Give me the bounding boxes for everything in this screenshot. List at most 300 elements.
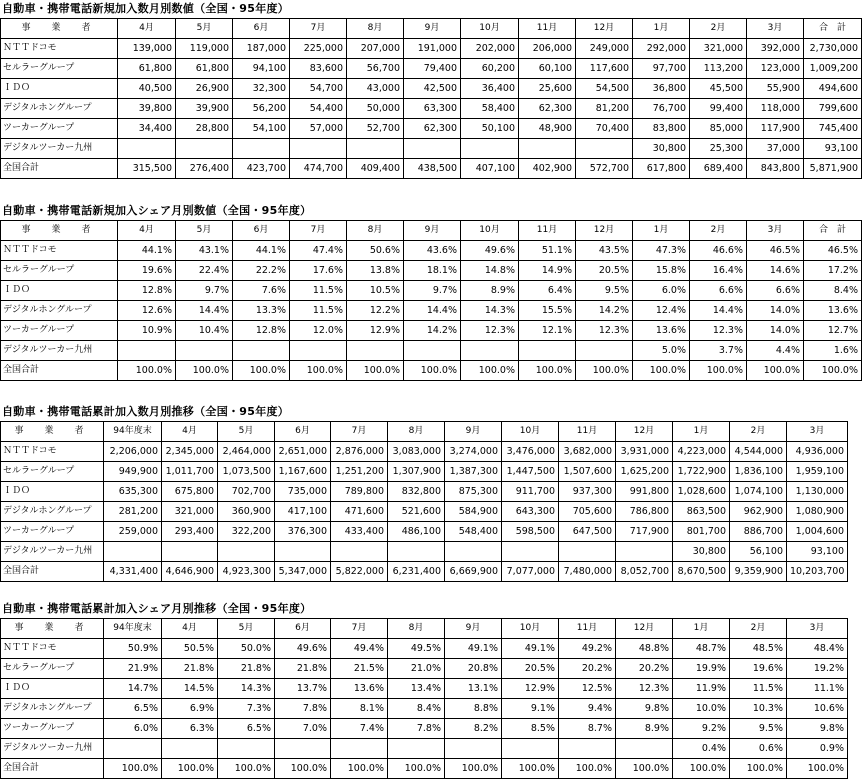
carrier-name: ＩＤＯ <box>1 79 118 99</box>
table-cell: 1,009,200 <box>804 59 862 79</box>
table-cell: 911,700 <box>502 482 559 502</box>
carrier-name: ＩＤＯ <box>1 281 118 301</box>
table-cell: 12.0% <box>290 321 347 341</box>
column-header: 9月 <box>404 19 461 39</box>
table-cell: 42,500 <box>404 79 461 99</box>
table-cell: 61,800 <box>118 59 176 79</box>
table-cell <box>616 542 673 562</box>
table-cell: 13.7% <box>275 679 331 699</box>
table-cell: 360,900 <box>218 502 275 522</box>
column-header: 4月 <box>162 619 218 639</box>
column-header: 3月 <box>787 422 848 442</box>
table-cell: 281,200 <box>104 502 162 522</box>
table-cell <box>233 341 290 361</box>
table-row <box>1 79 862 99</box>
column-header: 7月 <box>331 422 388 442</box>
table-row <box>1 542 848 562</box>
table-cell: 293,400 <box>162 522 218 542</box>
table-cell: 21.5% <box>331 659 388 679</box>
column-header: 11月 <box>559 619 616 639</box>
table-cell: 54,400 <box>290 99 347 119</box>
table-cell: 100.0% <box>233 361 290 381</box>
table-cell: 4,936,000 <box>787 442 848 462</box>
column-header: 5月 <box>176 221 233 241</box>
table-cell <box>275 542 331 562</box>
table-cell: 100.0% <box>787 759 848 779</box>
table-cell: 11.1% <box>787 679 848 699</box>
table-cell: 46.5% <box>804 241 862 261</box>
table-cell: 7,077,000 <box>502 562 559 582</box>
table-cell: 392,000 <box>747 39 804 59</box>
table-cell: 46.6% <box>690 241 747 261</box>
table-cell: 8.7% <box>559 719 616 739</box>
table-cell: 9.5% <box>576 281 633 301</box>
table-row <box>1 639 848 659</box>
table-cell: 12.1% <box>519 321 576 341</box>
column-header: 3月 <box>747 19 804 39</box>
table-cell: 801,700 <box>673 522 730 542</box>
table-title: 自動車・携帯電話累計加入数月別推移（全国・95年度） <box>2 405 290 418</box>
table-row <box>1 301 862 321</box>
table-row <box>1 59 862 79</box>
table-cell: 2,730,000 <box>804 39 862 59</box>
column-header: 8月 <box>388 422 445 442</box>
table-cell: 4,223,000 <box>673 442 730 462</box>
table-cell: 1,028,600 <box>673 482 730 502</box>
table-cell: 8,670,500 <box>673 562 730 582</box>
table-cell: 57,000 <box>290 119 347 139</box>
table-cell: 2,651,000 <box>275 442 331 462</box>
table-cell: 409,400 <box>347 159 404 179</box>
table-cell: 40,500 <box>118 79 176 99</box>
carrier-name: 全国合計 <box>1 159 118 179</box>
column-header: 1月 <box>633 221 690 241</box>
column-header: 1月 <box>673 619 730 639</box>
table-cell: 12.3% <box>576 321 633 341</box>
table-cell: 18.1% <box>404 261 461 281</box>
table-cell: 6.5% <box>104 699 162 719</box>
column-header: 合 計 <box>804 19 862 39</box>
carrier-name: ツーカーグループ <box>1 522 104 542</box>
table-cell: 12.2% <box>347 301 404 321</box>
table-cell: 315,500 <box>118 159 176 179</box>
table-cell: 15.5% <box>519 301 576 321</box>
table-cell: 276,400 <box>176 159 233 179</box>
table-cell: 16.4% <box>690 261 747 281</box>
table-cell: 79,400 <box>404 59 461 79</box>
table-cell: 438,500 <box>404 159 461 179</box>
table-cell: 402,900 <box>519 159 576 179</box>
table-cell: 49.6% <box>275 639 331 659</box>
table-cell: 118,000 <box>747 99 804 119</box>
table-cell: 598,500 <box>502 522 559 542</box>
table-cell: 19.6% <box>730 659 787 679</box>
table-cell: 28,800 <box>176 119 233 139</box>
table-cell: 4,544,000 <box>730 442 787 462</box>
table-cell: 13.6% <box>633 321 690 341</box>
table-cell: 100.0% <box>445 759 502 779</box>
table-cell: 56,700 <box>347 59 404 79</box>
table-cell: 100.0% <box>118 361 176 381</box>
carrier-name: 全国合計 <box>1 361 118 381</box>
table-cell: 786,800 <box>616 502 673 522</box>
table-cell: 548,400 <box>445 522 502 542</box>
table-cell: 8.9% <box>461 281 519 301</box>
column-header: 5月 <box>176 19 233 39</box>
table-cell: 7.8% <box>388 719 445 739</box>
table-cell: 49.4% <box>331 639 388 659</box>
table-cell: 1,080,900 <box>787 502 848 522</box>
table-cell: 321,000 <box>162 502 218 522</box>
table-cell: 5,822,000 <box>331 562 388 582</box>
table-cell: 10.5% <box>347 281 404 301</box>
table-cell: 14.4% <box>404 301 461 321</box>
table-cell: 8.2% <box>445 719 502 739</box>
column-header: 8月 <box>347 221 404 241</box>
table-cell: 875,300 <box>445 482 502 502</box>
table-cell: 2,876,000 <box>331 442 388 462</box>
table-title: 自動車・携帯電話累計加入シェア月別推移（全国・95年度） <box>2 602 312 615</box>
table-cell <box>445 542 502 562</box>
table-cell: 14.3% <box>218 679 275 699</box>
table-row <box>1 99 862 119</box>
table-cell: 8.4% <box>388 699 445 719</box>
table-cell: 9.8% <box>787 719 848 739</box>
table-cell: 3,476,000 <box>502 442 559 462</box>
carrier-name: 全国合計 <box>1 759 104 779</box>
column-header: 4月 <box>118 19 176 39</box>
table-cell: 10.4% <box>176 321 233 341</box>
column-header: 1月 <box>673 422 730 442</box>
table-cell: 51.1% <box>519 241 576 261</box>
table-cell: 21.8% <box>162 659 218 679</box>
table-cell: 13.6% <box>331 679 388 699</box>
table-cell: 7.4% <box>331 719 388 739</box>
table-cell: 48.7% <box>673 639 730 659</box>
table-cell: 2,345,000 <box>162 442 218 462</box>
table-cell: 43.1% <box>176 241 233 261</box>
table-cell: 1,447,500 <box>502 462 559 482</box>
carrier-name: ＮＴＴドコモ <box>1 639 104 659</box>
table-cell: 6,231,400 <box>388 562 445 582</box>
table-row <box>1 39 862 59</box>
table-row <box>1 482 848 502</box>
table-cell: 39,900 <box>176 99 233 119</box>
table-cell: 50.0% <box>218 639 275 659</box>
table-cell: 5,871,900 <box>804 159 862 179</box>
table-cell: 6.6% <box>747 281 804 301</box>
column-header: 10月 <box>461 19 519 39</box>
table-cell: 20.2% <box>616 659 673 679</box>
table-cell: 206,000 <box>519 39 576 59</box>
column-header: 8月 <box>388 619 445 639</box>
table-cell: 1,073,500 <box>218 462 275 482</box>
column-header: 12月 <box>616 422 673 442</box>
carrier-name: ＮＴＴドコモ <box>1 241 118 261</box>
table-cell: 474,700 <box>290 159 347 179</box>
table-cell: 100.0% <box>404 361 461 381</box>
table-cell: 1,625,200 <box>616 462 673 482</box>
table-cell <box>218 739 275 759</box>
table-cell: 799,600 <box>804 99 862 119</box>
table-cell: 4,646,900 <box>162 562 218 582</box>
table-row <box>1 502 848 522</box>
column-header: 1月 <box>633 19 690 39</box>
carrier-name: セルラーグループ <box>1 261 118 281</box>
table-cell: 20.5% <box>576 261 633 281</box>
table-cell: 39,800 <box>118 99 176 119</box>
table-cell: 1,307,900 <box>388 462 445 482</box>
column-header: 10月 <box>461 221 519 241</box>
table-cell <box>118 341 176 361</box>
table-cell: 45,500 <box>690 79 747 99</box>
data-table <box>0 220 862 381</box>
table-cell: 5.0% <box>633 341 690 361</box>
table-cell: 10,203,700 <box>787 562 848 582</box>
table-cell <box>104 542 162 562</box>
carrier-name: デジタルツーカー九州 <box>1 739 104 759</box>
table-cell: 886,700 <box>730 522 787 542</box>
table-cell: 702,700 <box>218 482 275 502</box>
column-header: 6月 <box>233 221 290 241</box>
table-cell: 13.3% <box>233 301 290 321</box>
table-cell: 100.0% <box>633 361 690 381</box>
table-cell <box>576 341 633 361</box>
table-row <box>1 562 848 582</box>
table-cell: 50,000 <box>347 99 404 119</box>
table-cell: 54,100 <box>233 119 290 139</box>
table-row <box>1 759 848 779</box>
table-cell: 46.5% <box>747 241 804 261</box>
table-cell: 94,100 <box>233 59 290 79</box>
table-cell: 991,800 <box>616 482 673 502</box>
table-cell <box>519 139 576 159</box>
table-cell: 44.1% <box>118 241 176 261</box>
table-cell: 191,000 <box>404 39 461 59</box>
table-cell: 9,359,900 <box>730 562 787 582</box>
table-cell: 417,100 <box>275 502 331 522</box>
table-cell: 14.7% <box>104 679 162 699</box>
table-cell <box>519 341 576 361</box>
data-table <box>0 421 848 582</box>
carrier-name: デジタルツーカー九州 <box>1 139 118 159</box>
table-cell: 3.7% <box>690 341 747 361</box>
table-cell: 49.1% <box>445 639 502 659</box>
carrier-name: デジタルホングループ <box>1 502 104 522</box>
table-cell: 9.8% <box>616 699 673 719</box>
table-cell: 100.0% <box>519 361 576 381</box>
table-cell: 139,000 <box>118 39 176 59</box>
column-header: 11月 <box>519 221 576 241</box>
table-row <box>1 719 848 739</box>
table-cell <box>388 542 445 562</box>
table-cell: 705,600 <box>559 502 616 522</box>
carrier-name: セルラーグループ <box>1 59 118 79</box>
table-cell: 54,500 <box>576 79 633 99</box>
table-cell: 48.8% <box>616 639 673 659</box>
column-header: 3月 <box>787 619 848 639</box>
table-cell: 93,100 <box>804 139 862 159</box>
table-row <box>1 659 848 679</box>
column-header: 7月 <box>331 619 388 639</box>
table-cell: 36,800 <box>633 79 690 99</box>
table-row <box>1 442 848 462</box>
table-cell: 735,000 <box>275 482 331 502</box>
table-cell <box>331 739 388 759</box>
table-cell: 8.4% <box>804 281 862 301</box>
table-cell: 9.5% <box>730 719 787 739</box>
table-cell <box>461 139 519 159</box>
table-cell: 37,000 <box>747 139 804 159</box>
table-row <box>1 159 862 179</box>
table-cell: 34,400 <box>118 119 176 139</box>
carrier-name: デジタルホングループ <box>1 99 118 119</box>
table-cell: 4,923,300 <box>218 562 275 582</box>
table-cell: 15.8% <box>633 261 690 281</box>
table-cell: 8.1% <box>331 699 388 719</box>
table-cell: 63,300 <box>404 99 461 119</box>
table-cell: 21.9% <box>104 659 162 679</box>
table-cell: 50.6% <box>347 241 404 261</box>
carrier-name: デジタルホングループ <box>1 301 118 321</box>
table-cell: 21.8% <box>275 659 331 679</box>
table-cell: 1,074,100 <box>730 482 787 502</box>
carrier-name: ＮＴＴドコモ <box>1 39 118 59</box>
column-header: 合 計 <box>804 221 862 241</box>
table-cell: 123,000 <box>747 59 804 79</box>
table-cell: 9.1% <box>502 699 559 719</box>
table-row <box>1 281 862 301</box>
table-cell: 376,300 <box>275 522 331 542</box>
table-cell <box>461 341 519 361</box>
table-cell: 1,836,100 <box>730 462 787 482</box>
table-cell: 49.5% <box>388 639 445 659</box>
column-header: 5月 <box>218 422 275 442</box>
table-cell: 12.7% <box>804 321 862 341</box>
data-table <box>0 18 862 179</box>
table-cell: 12.3% <box>616 679 673 699</box>
table-cell <box>445 739 502 759</box>
table-cell: 100.0% <box>461 361 519 381</box>
table-cell: 1,167,600 <box>275 462 331 482</box>
table-cell: 48,900 <box>519 119 576 139</box>
table-cell: 0.6% <box>730 739 787 759</box>
table-cell: 843,800 <box>747 159 804 179</box>
table-cell: 22.2% <box>233 261 290 281</box>
table-cell: 259,000 <box>104 522 162 542</box>
column-header: 10月 <box>502 422 559 442</box>
table-cell: 3,682,000 <box>559 442 616 462</box>
table-cell: 494,600 <box>804 79 862 99</box>
table-cell: 20.5% <box>502 659 559 679</box>
table-cell: 14.4% <box>690 301 747 321</box>
table-cell: 19.2% <box>787 659 848 679</box>
table-cell: 100.0% <box>502 759 559 779</box>
data-table <box>0 618 848 779</box>
table-cell: 10.6% <box>787 699 848 719</box>
table-cell: 14.3% <box>461 301 519 321</box>
table-cell: 14.4% <box>176 301 233 321</box>
table-cell: 617,800 <box>633 159 690 179</box>
table-cell: 12.3% <box>461 321 519 341</box>
column-header-carrier: 事 業 者 <box>1 221 118 241</box>
table-cell: 1.6% <box>804 341 862 361</box>
table-cell: 12.8% <box>233 321 290 341</box>
table-cell: 48.4% <box>787 639 848 659</box>
table-cell <box>218 542 275 562</box>
table-cell: 14.0% <box>747 301 804 321</box>
column-header: 3月 <box>747 221 804 241</box>
column-header: 4月 <box>118 221 176 241</box>
table-cell <box>104 739 162 759</box>
table-cell: 20.8% <box>445 659 502 679</box>
table-cell: 62,300 <box>404 119 461 139</box>
table-row <box>1 321 862 341</box>
table-cell <box>404 341 461 361</box>
table-cell: 100.0% <box>576 361 633 381</box>
table-cell: 70,400 <box>576 119 633 139</box>
table-cell: 0.4% <box>673 739 730 759</box>
table-cell: 6.9% <box>162 699 218 719</box>
table-cell <box>290 139 347 159</box>
table-cell <box>559 542 616 562</box>
column-header-carrier: 事 業 者 <box>1 422 104 442</box>
table-cell: 117,900 <box>747 119 804 139</box>
table-cell: 647,500 <box>559 522 616 542</box>
column-header: 11月 <box>559 422 616 442</box>
table-cell: 85,000 <box>690 119 747 139</box>
carrier-name: デジタルツーカー九州 <box>1 542 104 562</box>
column-header: 6月 <box>275 619 331 639</box>
table-cell: 100.0% <box>616 759 673 779</box>
table-cell <box>347 341 404 361</box>
table-cell: 486,100 <box>388 522 445 542</box>
table-cell: 83,800 <box>633 119 690 139</box>
table-cell: 225,000 <box>290 39 347 59</box>
table-cell: 8.9% <box>616 719 673 739</box>
table-cell: 9.2% <box>673 719 730 739</box>
carrier-name: デジタルホングループ <box>1 699 104 719</box>
column-header: 2月 <box>730 619 787 639</box>
table-cell: 100.0% <box>804 361 862 381</box>
column-header: 12月 <box>616 619 673 639</box>
table-cell: 119,000 <box>176 39 233 59</box>
table-cell <box>162 739 218 759</box>
column-header: 9月 <box>445 422 502 442</box>
table-cell: 49.1% <box>502 639 559 659</box>
table-row <box>1 522 848 542</box>
header-row <box>1 619 848 639</box>
table-cell: 5,347,000 <box>275 562 331 582</box>
table-cell: 12.9% <box>347 321 404 341</box>
table-cell: 13.8% <box>347 261 404 281</box>
table-cell: 471,600 <box>331 502 388 522</box>
table-cell <box>176 139 233 159</box>
carrier-name: ＩＤＯ <box>1 679 104 699</box>
table-cell: 61,800 <box>176 59 233 79</box>
table-cell: 43,000 <box>347 79 404 99</box>
table-cell: 2,206,000 <box>104 442 162 462</box>
table-cell: 949,900 <box>104 462 162 482</box>
table-cell: 433,400 <box>331 522 388 542</box>
table-cell <box>502 542 559 562</box>
table-row <box>1 241 862 261</box>
carrier-name: ツーカーグループ <box>1 719 104 739</box>
column-header: 11月 <box>519 19 576 39</box>
carrier-name: セルラーグループ <box>1 659 104 679</box>
table-cell: 1,387,300 <box>445 462 502 482</box>
table-cell: 100.0% <box>347 361 404 381</box>
